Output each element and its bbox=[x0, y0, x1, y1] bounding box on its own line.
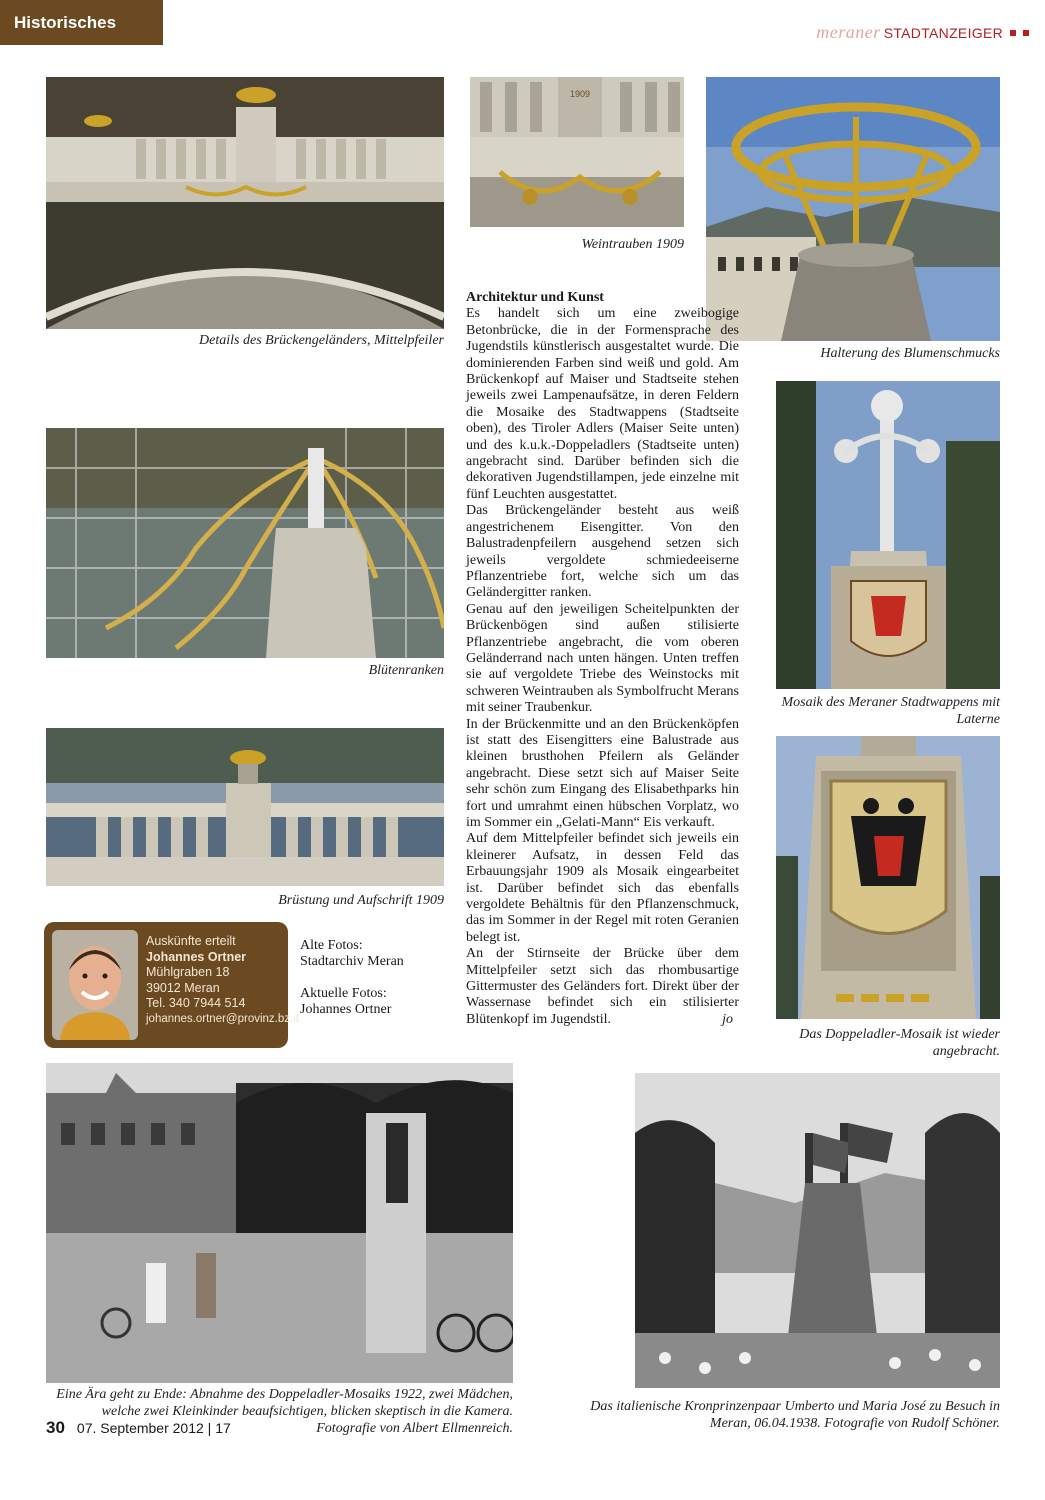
author-photo bbox=[52, 930, 138, 1040]
caption-railing-detail: Details des Brückengeländers, Mittelpfeiler bbox=[199, 333, 444, 348]
caption-coat-of-arms: Mosaik des Meraner Stadtwappens mit Laterne bbox=[781, 695, 1000, 727]
caption-double-eagle: Das Doppeladler-Mosaik ist wieder angebracht. bbox=[799, 1027, 1000, 1059]
contact-info bbox=[146, 934, 299, 1027]
masthead-brand: meraner bbox=[816, 22, 881, 42]
photo-flower-vines bbox=[46, 428, 444, 658]
article-paragraph: Auf dem Mittelpfeiler befindet sich jeweils ein kleinerer Aufsatz, in dessen Feld das Erbauungsjahr 1909 als Mosaik eingearbeitet ist. Darüber befindet sich das ebenfalls vergoldete Behältnis für den Pflanzenschmuck, das im Sommer in der Regel mit roten Geranien belegt ist. bbox=[466, 831, 739, 945]
credit-new-label: Aktuelle Fotos: bbox=[300, 986, 387, 1001]
masthead-square-icon bbox=[1023, 30, 1029, 36]
photo-historic-1938 bbox=[635, 1073, 1000, 1388]
caption-grapes: Weintrauben 1909 bbox=[581, 237, 684, 252]
credit-old-source: Stadtarchiv Meran bbox=[300, 954, 404, 969]
photo-flower-holder bbox=[706, 77, 1000, 341]
page-footer bbox=[46, 1418, 231, 1438]
article-paragraph: Es handelt sich um eine zweibogige Betonbrücke, die in der Formensprache des Jugendstils künstlerisch ausgestaltet wurde. Die dominierenden Farben sind weiß und gold. Am Brückenkopf auf Maiser und Stadtseite stehen jeweils zwei Lampenaufsätze, in deren Feldern die Mosaike des Stadtwappens (Stadtseite oben), des Tiroler Adlers (Maiser Seite unten) und des k.u.k.-Doppeladlers (Stadtseite unten) angebracht sind. Darüber befinden sich die dekorativen Jugendstillampen, jede einzelne mit fünf Leuchten ausgestattet. bbox=[466, 306, 739, 502]
article-body bbox=[466, 290, 739, 1028]
photo-double-eagle-mosaic bbox=[776, 736, 1000, 1019]
caption-flower-holder: Halterung des Blumenschmucks bbox=[820, 346, 1000, 361]
photo-year-plaque: 1909 bbox=[569, 89, 591, 99]
credit-new-source: Johannes Ortner bbox=[300, 1002, 392, 1017]
contact-phone: Tel. 340 7944 514 bbox=[146, 996, 246, 1010]
contact-email[interactable]: johannes.ortner@provinz.bz.it bbox=[146, 1012, 299, 1025]
issue-date: 07. September 2012 | 17 bbox=[76, 1420, 231, 1436]
caption-flower-vines: Blütenranken bbox=[368, 663, 444, 678]
page-number: 30 bbox=[46, 1418, 65, 1437]
photo-historic-1922 bbox=[46, 1063, 513, 1383]
caption-historic-1938: Das italienische Kronprinzenpaar Umberto und Maria José zu Besuch in Meran, 06.04.1938. Fotografie von Rudolf Schöner. bbox=[590, 1399, 1000, 1431]
caption-balustrade: Brüstung und Aufschrift 1909 bbox=[278, 893, 444, 908]
photo-balustrade-inscription bbox=[46, 728, 444, 886]
article-paragraph bbox=[466, 946, 739, 1028]
article-heading: Architektur und Kunst bbox=[466, 290, 604, 305]
credit-old-label: Alte Fotos: bbox=[300, 938, 363, 953]
contact-name: Johannes Ortner bbox=[146, 949, 247, 964]
article-paragraph: Das Brückengeländer besteht aus weiß angestrichenem Eisengitter. Von den Balustradenpfeilern ausgehend setzen sich jeweils vergoldete schmiedeeiserne Pflanzentriebe fort, welche sich um das Geländergitter ranken. bbox=[466, 503, 739, 601]
contact-box bbox=[44, 922, 299, 1048]
contact-city: 39012 Meran bbox=[146, 980, 220, 995]
article-signature: jo bbox=[722, 1011, 733, 1027]
photo-credits bbox=[300, 938, 440, 1018]
photo-coat-of-arms-lantern bbox=[776, 381, 1000, 689]
section-tab: Historisches bbox=[0, 0, 163, 45]
article-paragraph-text: An der Stirnseite der Brücke über dem Mittelpfeiler setzt sich das rhombusartige Gittermuster des Geländers fort. Direkt über der Wassernase befindet sich ein stilisierter Blütenkopf im Jugendstil. bbox=[466, 946, 739, 1027]
masthead bbox=[816, 22, 1029, 43]
photo-bridge-railing-detail bbox=[46, 77, 444, 329]
caption-historic-1922: Eine Ära geht zu Ende: Abnahme des Doppeladler-Mosaiks 1922, zwei Mädchen, welche zwei Kleinkinder beaufsichtigen, blicken skeptisch in die Kamera. Fotografie von Albert Ellmenreich. bbox=[56, 1387, 513, 1436]
masthead-paper: STADTANZEIGER bbox=[883, 24, 1003, 41]
photo-grapes-1909 bbox=[470, 77, 684, 227]
article-paragraph: Genau auf den jeweiligen Scheitelpunkten der Brückenbögen sind außen stilisierte Pflanzentriebe angebracht, die vom oberen Geländerrand nach unten hängen. Unten treffen sie auf vergoldete Triebe des Weinstocks mit schweren Weintrauben als Symbolfrucht Merans mit seiner Traubenkur. bbox=[466, 601, 739, 716]
contact-intro: Auskünfte erteilt bbox=[146, 934, 236, 948]
article-paragraph: In der Brückenmitte und an den Brückenköpfen ist statt des Eisengitters eine Balustrade aus kleinen brusthohen Pfeilern als Geländer angebracht. Diese setzt sich auf Maiser Seite sehr schön zum Eingang des Elisabethparks hin fort und umrahmt einen hübschen Vorplatz, wo im Sommer ein „Gelati-Mann“ Eis verkauft. bbox=[466, 716, 739, 830]
masthead-square-icon bbox=[1010, 30, 1016, 36]
contact-street: Mühlgraben 18 bbox=[146, 965, 230, 979]
